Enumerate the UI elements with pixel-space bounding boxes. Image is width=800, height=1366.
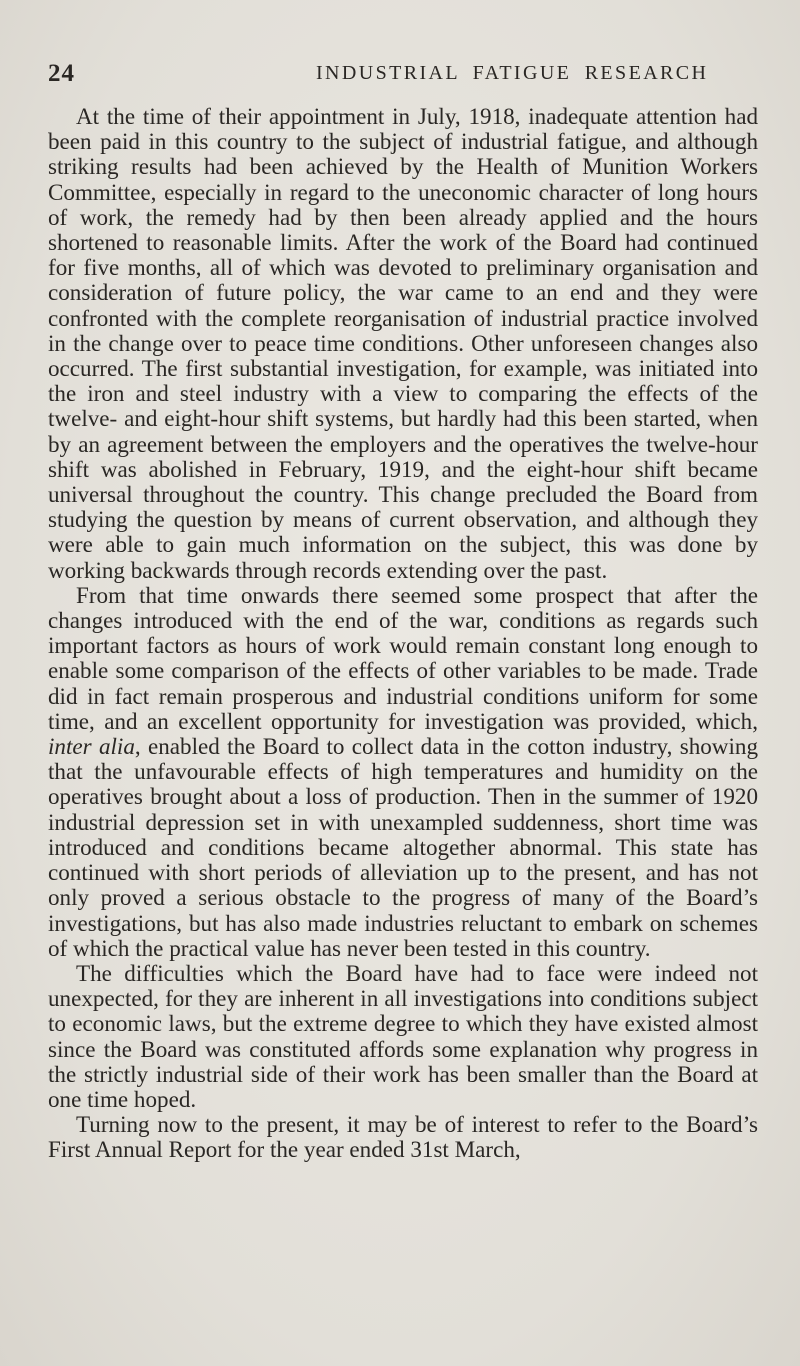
running-title: INDUSTRIAL FATIGUE RESEARCH: [316, 62, 709, 84]
paragraph-appointment: At the time of their appointment in July, 1918, inadequate attention had been paid in this country to the subject of industrial fatigue, and although striking results had been achieved by the Health of Munition Workers Committee, especially in regard to the uneconomic character of long hours of work, the remedy had by then been already applied and the hours shortened to reasonable limits. After the work of the Board had continued for five months, all of which was devoted to preliminary organisation and consideration of future policy, the war came to an end and they were confronted with the complete reorganisation of industrial practice involved in the change over to peace time conditions. Other unforeseen changes also occurred. The first substantial investigation, for example, was initiated into the iron and steel industry with a view to comparing the effects of the twelve- and eight-hour shift systems, but hardly had this been started, when by an agreement between the employers and the operatives the twelve-hour shift was abolished in February, 1919, and the eight-hour shift became universal throughout the country. This change precluded the Board from studying the question by means of current observation, and although they were able to gain much information on the subject, this was done by working backwards through records extending over the past.: [48, 103, 758, 583]
paragraph-prospect-text-after: , enabled the Board to collect data in the cotton industry, showing that the unfavourable effects of high temperatures and humidity on the operatives brought about a loss of production. Then in the summer of 1920 industrial depression set in with unexampled suddenness, short time was introduced and conditions became altogether abnormal. This state has continued with short periods of alleviation up to the present, and has not only proved a serious obstacle to the progress of many of the Board’s investigations, but has also made industries reluctant to embark on schemes of which the practical value has never been tested in this country.: [48, 733, 758, 961]
page-number: 24: [48, 60, 75, 87]
paragraph-turning: Turning now to the present, it may be of interest to refer to the Board’s First Annual Report for the year ended 31st March,: [48, 1111, 758, 1163]
paragraph-prospect-text-before: From that time onwards there seemed some prospect that after the changes introduced with the end of the war, conditions as regards such important factors as hours of work would remain constant long enough to enable some comparison of the effects of other variables to be made. Trade did in fact remain prosperous and industrial conditions uniform for some time, and an excellent opportunity for investigation was provided, which,: [48, 581, 758, 734]
paragraph-prospect: [48, 583, 758, 961]
paragraph-difficulties: The difficulties which the Board have had to face were indeed not unexpected, for they are inherent in all investigations into conditions subject to economic laws, but the extreme degree to which they have existed almost since the Board was constituted affords some explanation why progress in the strictly industrial side of their work has been smaller than the Board at one time hoped.: [48, 959, 758, 1112]
paragraph-prospect-italic: inter alia: [48, 733, 135, 760]
body-text: [48, 104, 758, 1163]
running-head: [48, 60, 756, 92]
